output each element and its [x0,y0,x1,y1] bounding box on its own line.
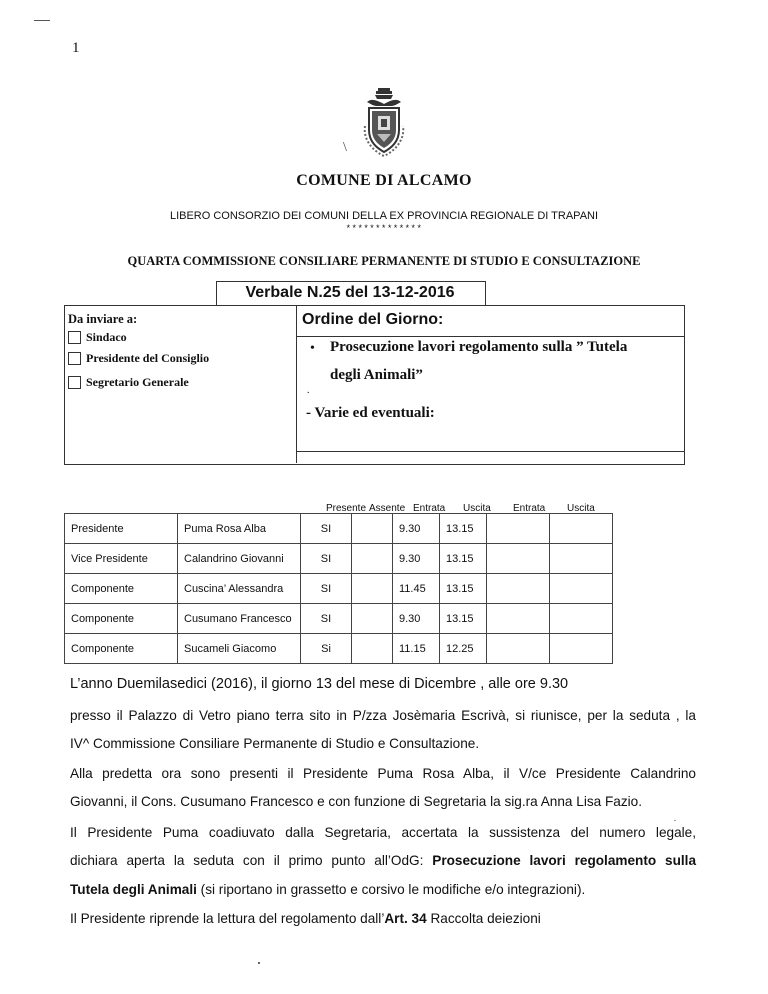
agenda-heading: Ordine del Giorno: [302,311,444,328]
page-number: 1 [72,40,80,56]
member-entry-2 [487,544,550,574]
box-divider-bottom [296,451,684,452]
member-present: SI [301,574,352,604]
member-name: Cuscina’ Alessandra [178,574,301,604]
table-row [65,604,613,634]
commission-title: QUARTA COMMISSIONE CONSILIARE PERMANENTE DI STUDIO E CONSULTAZIONE [127,254,641,268]
checkbox-icon[interactable] [68,331,81,344]
member-absent [352,544,393,574]
member-role: Componente [65,574,178,604]
recipient-label: Segretario Generale [86,375,189,389]
member-exit: 13.15 [440,604,487,634]
member-role: Componente [65,604,178,634]
member-entry-2 [487,514,550,544]
member-exit-2 [550,544,613,574]
corner-mark [34,20,50,21]
body-text: Raccolta deiezioni [426,911,541,926]
member-absent [352,634,393,664]
checkbox-icon[interactable] [68,376,81,389]
col-assente: Assente [369,503,406,514]
member-entry-2 [487,574,550,604]
member-absent [352,574,393,604]
consortium-subtitle: LIBERO CONSORZIO DEI COMUNI DELLA EX PROVINCIA REGIONALE DI TRAPANI [169,210,599,222]
scan-speck [674,820,676,821]
bold-text: Prosecuzione lavori regolamento sulla [432,853,696,868]
member-exit: 13.15 [440,544,487,574]
attendance-table [64,513,613,664]
member-exit: 13.15 [440,514,487,544]
member-name: Calandrino Giovanni [178,544,301,574]
table-row [65,574,613,604]
col-uscita: Uscita [463,503,491,514]
member-exit: 13.15 [440,574,487,604]
body-paragraph-5 [70,911,541,926]
agenda-item-1: Prosecuzione lavori regolamento sulla ” Tutela [330,339,628,355]
table-row [65,634,613,664]
member-role: Presidente [65,514,178,544]
body-text: (si riportano in grassetto e corsivo le modifiche e/o integrazioni). [196,882,586,897]
member-entry-2 [487,634,550,664]
municipal-crest-icon [361,86,407,158]
bold-text: Tutela degli Animali [70,882,197,897]
box-divider [296,305,297,463]
member-present: SI [301,514,352,544]
col-entrata: Entrata [413,503,446,514]
member-entry: 9.30 [393,514,440,544]
separator-stars: ************* [345,224,423,234]
member-exit-2 [550,634,613,664]
member-exit-2 [550,604,613,634]
table-row [65,544,613,574]
checkbox-icon[interactable] [68,352,81,365]
body-paragraph-2b: IV^ Commissione Consiliare Permanente di Studio e Consultazione. [70,736,480,751]
body-paragraph-4a: Il Presidente Puma coadiuvato dalla Segretaria, accertata la sussistenza del numero legale, [70,825,696,840]
recipient-segretario[interactable] [68,375,189,390]
member-present: SI [301,544,352,574]
member-absent [352,514,393,544]
member-entry: 11.15 [393,634,440,664]
bullet-icon: • [310,341,315,356]
member-exit: 12.25 [440,634,487,664]
body-paragraph-1: L’anno Duemilasedici (2016), il giorno 13 del mese di Dicembre , alle ore 9.30 [70,676,569,692]
member-role: Vice Presidente [65,544,178,574]
member-name: Cusumano Francesco [178,604,301,634]
body-paragraph-2a: presso il Palazzo di Vetro piano terra sito in P/zza Josèmaria Escrivà, si riunisce, per la seduta , la [70,708,696,723]
member-name: Puma Rosa Alba [178,514,301,544]
stray-dot: . [307,385,310,396]
member-entry-2 [487,604,550,634]
body-paragraph-3b: Giovanni, il Cons. Cusumano Francesco e con funzione di Segretaria la sig.ra Anna Lisa Fazio. [70,794,642,809]
member-present: SI [301,604,352,634]
recipient-presidente[interactable] [68,351,209,366]
member-role: Componente [65,634,178,664]
body-text: Il Presidente riprende la lettura del regolamento dall’ [70,911,385,926]
verbale-number: Verbale N.25 del 13-12-2016 [245,284,455,301]
scan-speck [258,962,260,964]
body-paragraph-3a: Alla predetta ora sono presenti il Presidente Puma Rosa Alba, il V/ce Presidente Calandrino [70,766,696,781]
body-text: dichiara aperta la seduta con il primo punto all’OdG: [70,853,433,868]
member-exit-2 [550,574,613,604]
col-uscita-2: Uscita [567,503,595,514]
body-paragraph-4b [70,853,696,868]
recipient-sindaco[interactable] [68,330,127,345]
box-divider-top [296,336,684,337]
col-entrata-2: Entrata [513,503,546,514]
body-paragraph-4c [70,882,585,897]
municipality-title: COMUNE DI ALCAMO [296,172,472,189]
agenda-item-2: - Varie ed eventuali: [306,405,435,421]
member-name: Sucameli Giacomo [178,634,301,664]
bold-text: Art. 34 [384,911,427,926]
member-present: Si [301,634,352,664]
member-entry: 9.30 [393,544,440,574]
member-absent [352,604,393,634]
recipient-label: Sindaco [86,330,127,344]
recipient-label: Presidente del Consiglio [86,351,210,365]
col-presente: Presente [326,503,367,514]
member-entry: 9.30 [393,604,440,634]
agenda-item-1-cont: degli Animali” [330,367,423,383]
stray-mark: \ [343,140,347,155]
table-row [65,514,613,544]
send-to-label: Da inviare a: [68,312,138,326]
member-entry: 11.45 [393,574,440,604]
member-exit-2 [550,514,613,544]
